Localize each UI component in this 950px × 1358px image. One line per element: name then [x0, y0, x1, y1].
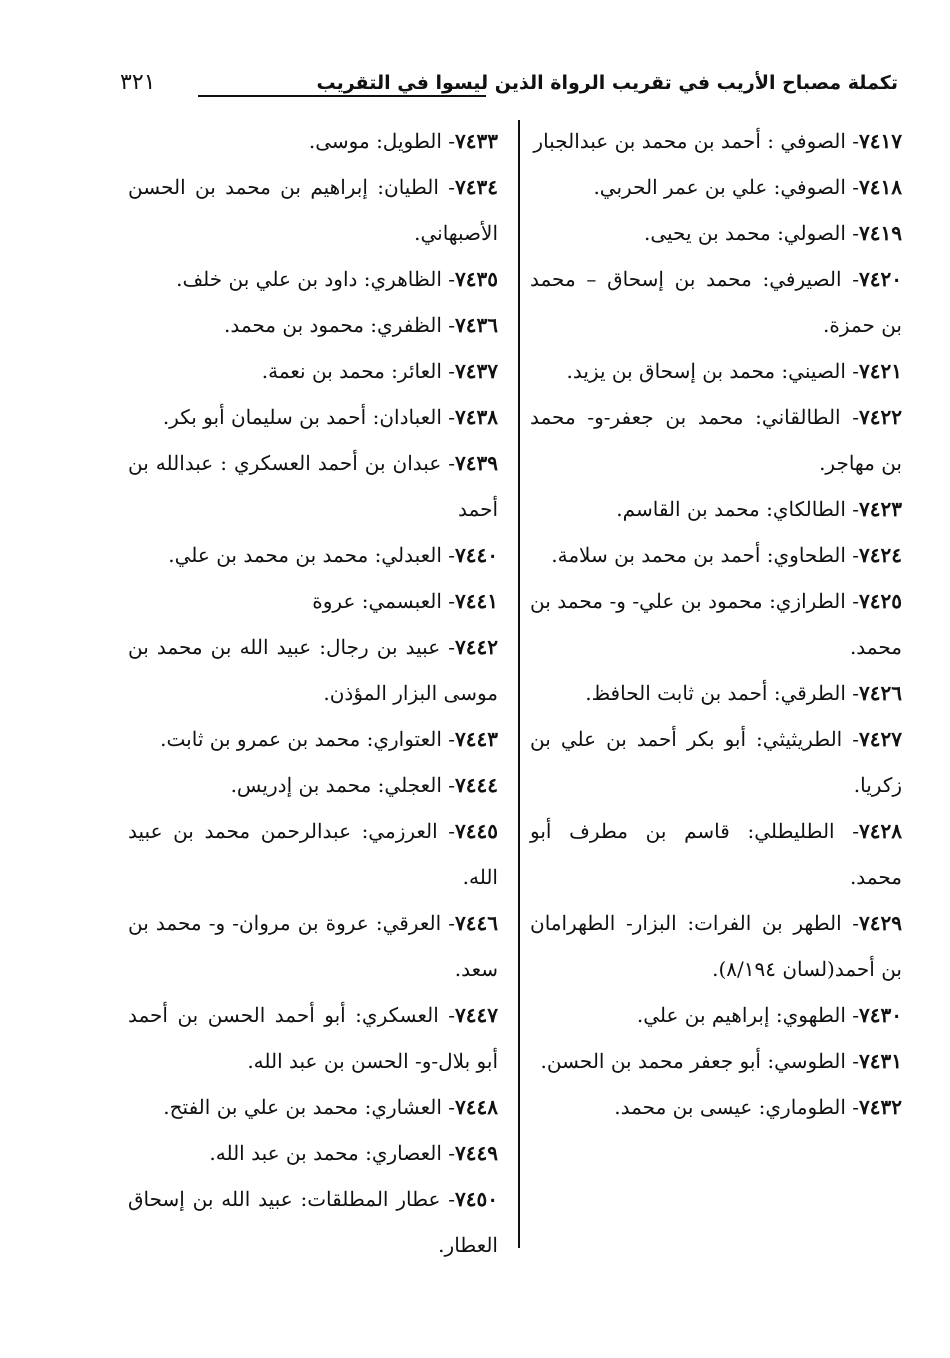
- entry-number: ٧٤٢٤: [859, 543, 902, 567]
- entry-7419: ٧٤١٩- الصولي: محمد بن يحيى.: [643, 221, 902, 245]
- entry-text: العرزمي: عبدالرحمن محمد بن عبيد الله.: [128, 819, 498, 889]
- entry-text: الطليطلي: قاسم بن مطرف أبو محمد.: [530, 819, 902, 889]
- entry-7442: ٧٤٤٢- عبيد بن رجال: عبيد الله بن محمد بن موسى البزار المؤذن.: [128, 635, 498, 705]
- entry-text: الظاهري: داود بن علي بن خلف.: [176, 267, 442, 291]
- entry-number: ٧٤٤١: [455, 589, 498, 613]
- entry-number: ٧٤١٩: [859, 221, 902, 245]
- entry-7429: ٧٤٢٩- الطهر بن الفرات: البزار- الطهرامان بن أحمد(لسان ٨/١٩٤).: [530, 911, 902, 981]
- entry-text: العبسمي: عروة: [312, 589, 442, 613]
- header-rule: [198, 95, 486, 97]
- left-column: [128, 118, 498, 1268]
- entry-7450: ٧٤٥٠- عطار المطلقات: عبيد الله بن إسحاق العطار.: [128, 1187, 498, 1257]
- column-divider: [518, 120, 520, 1248]
- entry-number: ٧٤٢١: [859, 359, 902, 383]
- entry-text: عبيد بن رجال: عبيد الله بن محمد بن موسى البزار المؤذن.: [128, 635, 498, 705]
- entry-7437: ٧٤٣٧- العائر: محمد بن نعمة.: [261, 359, 498, 383]
- entry-7445: ٧٤٤٥- العرزمي: عبدالرحمن محمد بن عبيد الله.: [128, 819, 498, 889]
- entry-text: الظفري: محمود بن محمد.: [223, 313, 442, 337]
- entry-text: الصيرفي: محمد بن إسحاق – محمد بن حمزة.: [530, 267, 902, 337]
- entry-number: ٧٤١٨: [859, 175, 902, 199]
- entry-7425: ٧٤٢٥- الطرازي: محمود بن علي- و- محمد بن محمد.: [530, 589, 902, 659]
- entry-7432: ٧٤٣٢- الطوماري: عيسى بن محمد.: [614, 1095, 902, 1119]
- entry-7427: ٧٤٢٧- الطريثيثي: أبو بكر أحمد بن علي بن زكريا.: [530, 727, 902, 797]
- entry-text: عطار المطلقات: عبيد الله بن إسحاق العطار.: [128, 1187, 498, 1257]
- entry-text: العشاري: محمد بن علي بن الفتح.: [163, 1095, 442, 1119]
- entry-7424: ٧٤٢٤- الطحاوي: أحمد بن محمد بن سلامة.: [551, 543, 902, 567]
- entry-7439: ٧٤٣٩- عبدان بن أحمد العسكري : عبدالله بن أحمد: [128, 451, 498, 521]
- entry-text: العائر: محمد بن نعمة.: [261, 359, 442, 383]
- entry-7431: ٧٤٣١- الطوسي: أبو جعفر محمد بن الحسن.: [540, 1049, 902, 1073]
- entry-number: ٧٤٤٨: [455, 1095, 498, 1119]
- entry-number: ٧٤٢٦: [859, 681, 902, 705]
- entry-text: الصوفي : أحمد بن محمد بن عبدالجبار: [533, 129, 846, 153]
- entry-number: ٧٤٣٣: [455, 129, 498, 153]
- entry-text: العرقي: عروة بن مروان- و- محمد بن سعد.: [128, 911, 498, 981]
- entry-number: ٧٤٣٧: [455, 359, 498, 383]
- entry-number: ٧٤٣١: [859, 1049, 902, 1073]
- entry-7420: ٧٤٢٠- الصيرفي: محمد بن إسحاق – محمد بن حمزة.: [530, 267, 902, 337]
- entry-text: الطوسي: أبو جعفر محمد بن الحسن.: [540, 1049, 846, 1073]
- entry-7443: ٧٤٤٣- العتواري: محمد بن عمرو بن ثابت.: [160, 727, 498, 751]
- entry-7434: ٧٤٣٤- الطيان: إبراهيم بن محمد بن الحسن الأصبهاني.: [128, 175, 498, 245]
- entry-number: ٧٤٢٢: [859, 405, 902, 429]
- entry-7448: ٧٤٤٨- العشاري: محمد بن علي بن الفتح.: [163, 1095, 498, 1119]
- entry-text: العبدلي: محمد بن محمد بن علي.: [168, 543, 442, 567]
- entry-text: الصولي: محمد بن يحيى.: [643, 221, 846, 245]
- entry-number: ٧٤٣٠: [859, 1003, 902, 1027]
- entry-7423: ٧٤٢٣- الطالكاي: محمد بن القاسم.: [616, 497, 902, 521]
- entry-number: ٧٤٢٧: [859, 727, 902, 751]
- entry-text: الطرازي: محمود بن علي- و- محمد بن محمد.: [530, 589, 902, 659]
- entry-number: ٧٤٣٤: [455, 175, 498, 199]
- entry-text: العبادان: أحمد بن سليمان أبو بكر.: [162, 405, 442, 429]
- entry-number: ٧٤٢٣: [859, 497, 902, 521]
- entry-number: ٧٤٤٣: [455, 727, 498, 751]
- entry-7447: ٧٤٤٧- العسكري: أبو أحمد الحسن بن أحمد أبو بلال-و- الحسن بن عبد الله.: [128, 1003, 498, 1073]
- entry-number: ٧٤١٧: [859, 129, 902, 153]
- entry-7436: ٧٤٣٦- الظفري: محمود بن محمد.: [223, 313, 498, 337]
- entry-text: العسكري: أبو أحمد الحسن بن أحمد أبو بلال-و- الحسن بن عبد الله.: [128, 1003, 498, 1073]
- entry-number: ٧٤٤٤: [455, 773, 498, 797]
- entry-7438: ٧٤٣٨- العبادان: أحمد بن سليمان أبو بكر.: [162, 405, 498, 429]
- entry-number: ٧٤٤٢: [455, 635, 498, 659]
- entry-text: الطوماري: عيسى بن محمد.: [614, 1095, 846, 1119]
- entry-text: الصوفي: علي بن عمر الحربي.: [593, 175, 846, 199]
- entry-text: العتواري: محمد بن عمرو بن ثابت.: [160, 727, 442, 751]
- entry-text: الصيني: محمد بن إسحاق بن يزيد.: [566, 359, 846, 383]
- entry-number: ٧٤٣٩: [455, 451, 498, 475]
- entry-7441: ٧٤٤١- العبسمي: عروة: [312, 589, 498, 613]
- entry-number: ٧٤٤٩: [455, 1141, 498, 1165]
- right-column: [530, 118, 902, 1130]
- entry-7418: ٧٤١٨- الصوفي: علي بن عمر الحربي.: [593, 175, 902, 199]
- entry-number: ٧٤٤٠: [455, 543, 498, 567]
- page-number: ٣٢١: [120, 70, 156, 95]
- entry-text: الطيان: إبراهيم بن محمد بن الحسن الأصبهاني.: [128, 175, 498, 245]
- entry-7417: ٧٤١٧- الصوفي : أحمد بن محمد بن عبدالجبار: [533, 129, 902, 153]
- entry-number: ٧٤٣٦: [455, 313, 498, 337]
- running-header-title: تكملة مصباح الأريب في تقريب الرواة الذين ليسوا في التقريب: [316, 72, 898, 94]
- entry-text: العجلي: محمد بن إدريس.: [230, 773, 442, 797]
- entry-text: الطهر بن الفرات: البزار- الطهرامان بن أحمد(لسان ٨/١٩٤).: [530, 911, 902, 981]
- entry-number: ٧٤٣٨: [455, 405, 498, 429]
- entry-7435: ٧٤٣٥- الظاهري: داود بن علي بن خلف.: [176, 267, 498, 291]
- entry-7426: ٧٤٢٦- الطرقي: أحمد بن ثابت الحافظ.: [585, 681, 902, 705]
- entry-number: ٧٤٤٧: [455, 1003, 498, 1027]
- entry-number: ٧٤٢٠: [859, 267, 902, 291]
- entry-7449: ٧٤٤٩- العصاري: محمد بن عبد الله.: [209, 1141, 498, 1165]
- entry-7428: ٧٤٢٨- الطليطلي: قاسم بن مطرف أبو محمد.: [530, 819, 902, 889]
- entry-text: الطرقي: أحمد بن ثابت الحافظ.: [585, 681, 846, 705]
- entry-text: الطالقاني: محمد بن جعفر-و- محمد بن مهاجر.: [530, 405, 902, 475]
- entry-number: ٧٤٤٦: [455, 911, 498, 935]
- entry-text: عبدان بن أحمد العسكري : عبدالله بن أحمد: [128, 451, 498, 521]
- entry-7444: ٧٤٤٤- العجلي: محمد بن إدريس.: [230, 773, 498, 797]
- entry-number: ٧٤٣٥: [455, 267, 498, 291]
- entry-number: ٧٤٣٢: [859, 1095, 902, 1119]
- entry-7433: ٧٤٣٣- الطويل: موسى.: [308, 129, 498, 153]
- entry-7440: ٧٤٤٠- العبدلي: محمد بن محمد بن علي.: [168, 543, 498, 567]
- entry-number: ٧٤٤٥: [455, 819, 498, 843]
- entry-number: ٧٤٥٠: [455, 1187, 498, 1211]
- entry-text: الطالكاي: محمد بن القاسم.: [616, 497, 846, 521]
- entry-7421: ٧٤٢١- الصيني: محمد بن إسحاق بن يزيد.: [566, 359, 902, 383]
- entry-number: ٧٤٢٥: [859, 589, 902, 613]
- entry-7422: ٧٤٢٢- الطالقاني: محمد بن جعفر-و- محمد بن مهاجر.: [530, 405, 902, 475]
- entry-text: الطهوي: إبراهيم بن علي.: [636, 1003, 846, 1027]
- entry-text: الطويل: موسى.: [308, 129, 442, 153]
- entry-7430: ٧٤٣٠- الطهوي: إبراهيم بن علي.: [636, 1003, 902, 1027]
- entry-7446: ٧٤٤٦- العرقي: عروة بن مروان- و- محمد بن سعد.: [128, 911, 498, 981]
- entry-number: ٧٤٢٨: [859, 819, 902, 843]
- entry-text: العصاري: محمد بن عبد الله.: [209, 1141, 442, 1165]
- entry-text: الطحاوي: أحمد بن محمد بن سلامة.: [551, 543, 846, 567]
- entry-text: الطريثيثي: أبو بكر أحمد بن علي بن زكريا.: [530, 727, 902, 797]
- entry-number: ٧٤٢٩: [859, 911, 902, 935]
